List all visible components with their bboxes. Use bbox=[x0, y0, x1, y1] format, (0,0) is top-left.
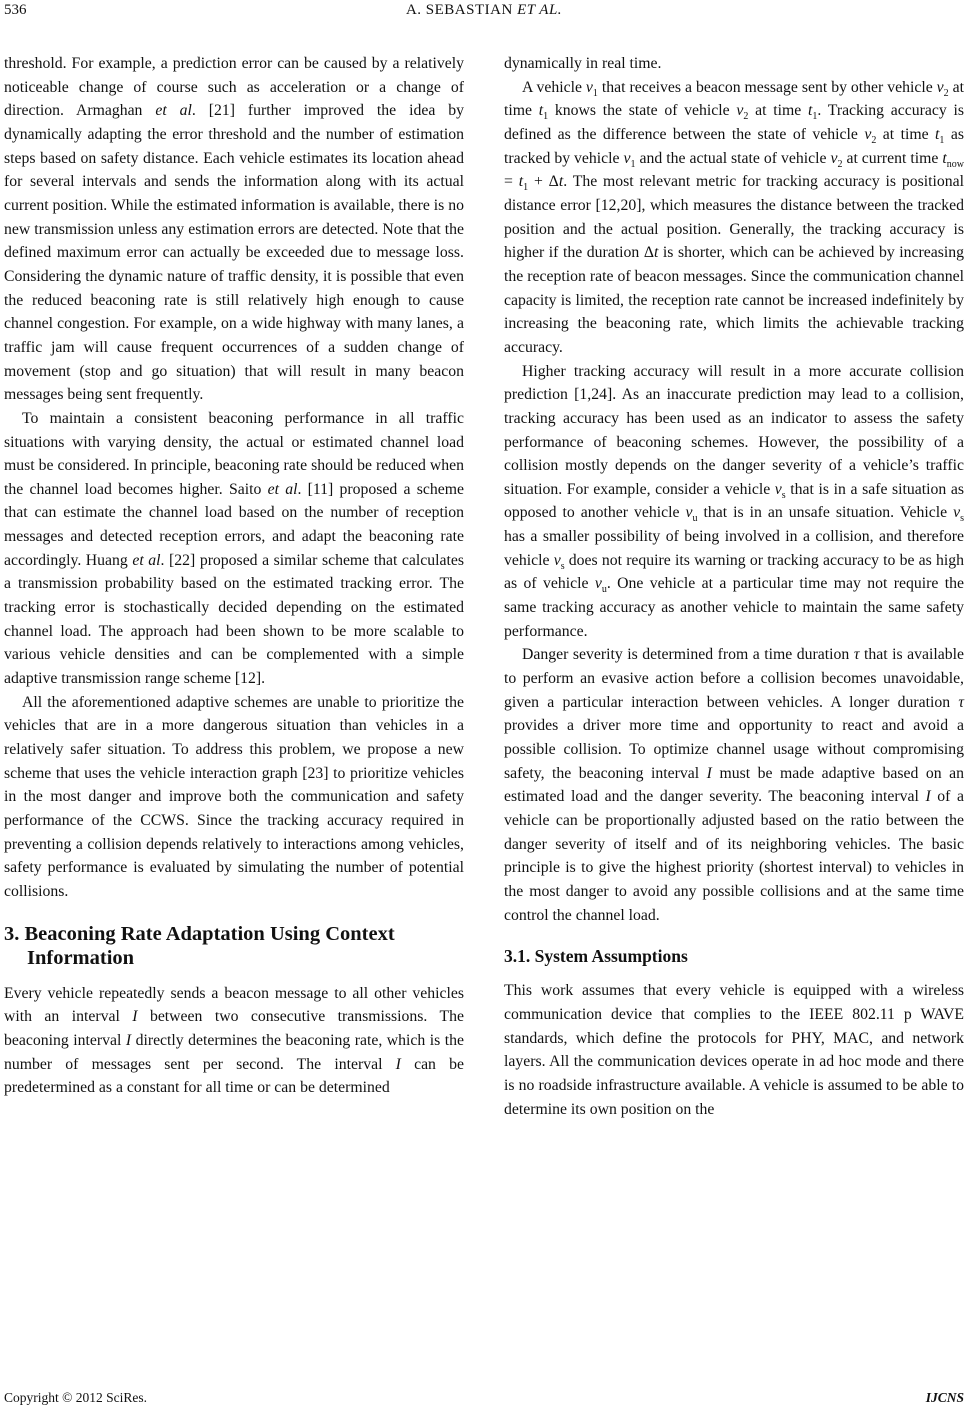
running-header bbox=[4, 2, 964, 24]
copyright-notice: Copyright © 2012 SciRes. bbox=[4, 1390, 148, 1405]
subscript: 1 bbox=[543, 111, 549, 123]
symbol-I: I bbox=[706, 764, 712, 782]
text: has a smaller possibility of being involved in a collision, and therefore vehicle bbox=[504, 528, 964, 569]
text: that receives a beacon message sent by other vehicle bbox=[597, 78, 937, 96]
symbol-v: v bbox=[736, 102, 744, 120]
authors-main: A. SEBASTIAN bbox=[405, 2, 513, 18]
text: + Δ bbox=[528, 173, 559, 191]
text: Danger severity is determined from a time duration bbox=[522, 646, 854, 664]
right-column bbox=[504, 52, 964, 1121]
symbol-v: v bbox=[623, 149, 631, 167]
symbol-t: t bbox=[935, 125, 940, 143]
text: threshold. For example, a prediction error can be caused by a relatively noticeable change of course such as acceleration or a change of direction. Armaghan bbox=[4, 55, 464, 120]
subscript: 1 bbox=[523, 182, 529, 194]
symbol-I: I bbox=[395, 1055, 401, 1073]
text: A vehicle bbox=[522, 78, 586, 96]
subscript: s bbox=[960, 513, 964, 525]
subscript: 1 bbox=[592, 87, 598, 99]
text: as tracked by vehicle bbox=[504, 125, 964, 167]
symbol-v: v bbox=[553, 551, 561, 569]
text: can be predetermined as a constant for all time or can be determined bbox=[4, 1055, 464, 1097]
paragraph bbox=[504, 76, 964, 360]
symbol-t: t bbox=[538, 102, 544, 120]
subscript: now bbox=[946, 158, 964, 170]
paragraph: This work assumes that every vehicle is equipped with a wireless communication device that complies to the IEEE 802.11 p WAVE standards, which define the protocols for PHY, MAC, and network layers. All the communication devices operate in ad hoc mode and there is no roadside infrastructure available. A vehicle is assumed to be able to determine its own position on the bbox=[504, 982, 964, 1118]
paragraph bbox=[504, 360, 964, 644]
text-italic: et al bbox=[155, 102, 192, 120]
paragraph-continued: dynamically in real time. bbox=[504, 55, 662, 72]
symbol-I: I bbox=[125, 1031, 132, 1049]
symbol-v: v bbox=[864, 125, 872, 143]
paragraph: All the aforementioned adaptive schemes are unable to prioritize the vehicles that are in a more dangerous situation than vehicles in a relatively safer situation. To address this problem, we propose a new scheme that uses the vehicle interaction graph [23] to prioritize vehicles in the most danger and improve both the communication and safety performance of the CCWS. Since the tracking accuracy required in preventing a collision depends relatively to interactions among vehicles, safety performance is evaluated by simulating the number of potential collisions. bbox=[4, 693, 464, 900]
text: must be made adaptive based on an estimated load and the danger severity. The beaconing interval bbox=[504, 764, 964, 806]
text: does not require its warning or tracking accuracy to be as high as of vehicle bbox=[504, 551, 964, 593]
text: provides a driver more time and opportunity to react and avoid a possible collision. To optimize channel usage without compromising safety, the beaconing interval bbox=[504, 717, 964, 782]
text: at time bbox=[504, 78, 965, 120]
subscript: s bbox=[781, 489, 786, 501]
subscript: u bbox=[601, 584, 607, 596]
subscript: 2 bbox=[837, 158, 843, 170]
authors-etal: ET AL. bbox=[517, 2, 563, 18]
text: between two consecutive transmissions. The beaconing interval bbox=[4, 1008, 464, 1049]
text: . The most relevant metric for tracking accuracy is positional distance error [12,20], which measures the distance between the tracked position and the actual position. Generally, the tracking accuracy is higher if the duration Δ bbox=[504, 173, 964, 262]
text: Every vehicle repeatedly sends a beacon message to all other vehicles with an interval bbox=[4, 984, 464, 1026]
text: at time bbox=[748, 102, 808, 120]
text: . One vehicle at a particular time may not require the same tracking accuracy as another vehicle to maintain the same safety performance. bbox=[504, 575, 965, 640]
text: = bbox=[504, 173, 519, 191]
page-number: 536 bbox=[4, 2, 27, 18]
text: that is in an unsafe situation. Vehicle bbox=[697, 504, 954, 522]
subscript: 2 bbox=[743, 111, 749, 123]
left-column bbox=[4, 52, 464, 1100]
text-italic: et al bbox=[267, 480, 298, 498]
symbol-v: v bbox=[953, 504, 961, 522]
running-authors bbox=[4, 2, 964, 19]
subscript: 2 bbox=[871, 135, 877, 147]
text: directly determines the beaconing rate, which is the number of messages sent per second. The interval bbox=[4, 1031, 464, 1073]
symbol-t: t bbox=[942, 149, 947, 167]
paragraph bbox=[4, 407, 464, 691]
symbol-v: v bbox=[936, 78, 944, 96]
symbol-tau: τ bbox=[958, 693, 964, 711]
subscript: 1 bbox=[812, 111, 818, 123]
symbol-t: t bbox=[558, 173, 564, 191]
text: at time bbox=[876, 125, 936, 143]
symbol-t: t bbox=[807, 102, 813, 120]
text: . [11] proposed a scheme that can estimate the channel load based on the number of reception messages and detected reception errors, and adapt the beaconing rate accordingly. Huang bbox=[4, 480, 464, 569]
section-heading: 3. Beaconing Rate Adaptation Using Context Information bbox=[4, 922, 395, 969]
subsection-heading: 3.1. System Assumptions bbox=[504, 946, 688, 967]
paragraph bbox=[504, 643, 964, 927]
symbol-v: v bbox=[585, 78, 593, 96]
symbol-tau: τ bbox=[853, 646, 860, 664]
symbol-v: v bbox=[685, 504, 693, 522]
symbol-v: v bbox=[830, 149, 838, 167]
text: . Tracking accuracy is defined as the difference between the state of vehicle bbox=[504, 102, 964, 143]
symbol-t: t bbox=[518, 173, 524, 191]
symbol-v: v bbox=[594, 575, 602, 593]
journal-abbrev: IJCNS bbox=[925, 1390, 964, 1405]
symbol-v: v bbox=[774, 480, 782, 498]
symbol-I: I bbox=[925, 788, 931, 806]
symbol-t: t bbox=[653, 244, 659, 262]
text: of a vehicle can be proportionally adjusted based on the ratio between the danger severity of itself and of its neighboring vehicles. The basic principle is to give the highest priority (shortest interval) to vehicles in the most danger to avoid any possible collisions and at the same time control the channel load. bbox=[504, 788, 964, 924]
symbol-I: I bbox=[132, 1008, 138, 1026]
text: at current time bbox=[842, 149, 943, 167]
text: and the actual state of vehicle bbox=[635, 149, 831, 167]
subscript: 2 bbox=[943, 87, 949, 99]
text: To maintain a consistent beaconing performance in all traffic situations with varying density, the actual or estimated channel load must be considered. In principle, beaconing rate should be reduced when the channel load becomes higher. Saito bbox=[4, 409, 464, 498]
text: . [22] proposed a similar scheme that calculates a transmission probability based on the estimated tracking error. The tracking error is stochastically decided depending on the estimated channel load. The approach had been shown to be more scalable to various vehicle densities and can be complemented with a simple adaptive transmission range scheme [12]. bbox=[4, 551, 464, 688]
subscript: 1 bbox=[939, 135, 945, 147]
subscript: 1 bbox=[630, 158, 636, 170]
text: is shorter, which can be achieved by increasing the reception rate of beacon messages. Since the communication channel capacity is limited, the reception rate cannot be increased indefinitely by increasing the beaconing rate, which limits the achievable tracking accuracy. bbox=[504, 244, 964, 356]
subscript: u bbox=[692, 513, 698, 525]
text-italic: et al bbox=[132, 551, 161, 569]
text: knows the state of vehicle bbox=[548, 102, 737, 120]
subscript: s bbox=[560, 560, 565, 572]
text: Higher tracking accuracy will result in a more accurate collision prediction [1,24]. As an inaccurate prediction may lead to a collision, tracking accuracy has been used as an indicator to assess the safety performance of beaconing schemes. However, the possibility of a collision mostly depends on the danger severity of a vehicle’s traffic situation. For example, consider a vehicle bbox=[504, 362, 964, 498]
paragraph-continued bbox=[4, 52, 464, 407]
text: that is available to perform an evasive action before a collision becomes unavoidable, given a particular interaction between vehicles. A longer duration bbox=[504, 646, 964, 711]
text: that is in a safe situation as opposed to another vehicle bbox=[504, 480, 965, 522]
text: . [21] further improved the idea by dynamically adapting the error threshold and the number of estimation steps based on safety distance. Each vehicle estimates its location ahead for several intervals and sends the information along with its actual current position. While the estimated information is available, there is no new transmission unless any estimation errors are detected. Note that the defined maximum error can actually be exceeded due to message loss. Considering the dynamic nature of traffic density, it is possible that even the reduced beaconing rate is still relatively high enough to cause channel congestion. For example, on a wide highway with many lanes, a traffic jam will cause frequent occurrences of a sudden change of movement (stop and go situation) that will result in many beacon messages being sent frequently. bbox=[4, 102, 464, 404]
paragraph bbox=[4, 982, 464, 1100]
